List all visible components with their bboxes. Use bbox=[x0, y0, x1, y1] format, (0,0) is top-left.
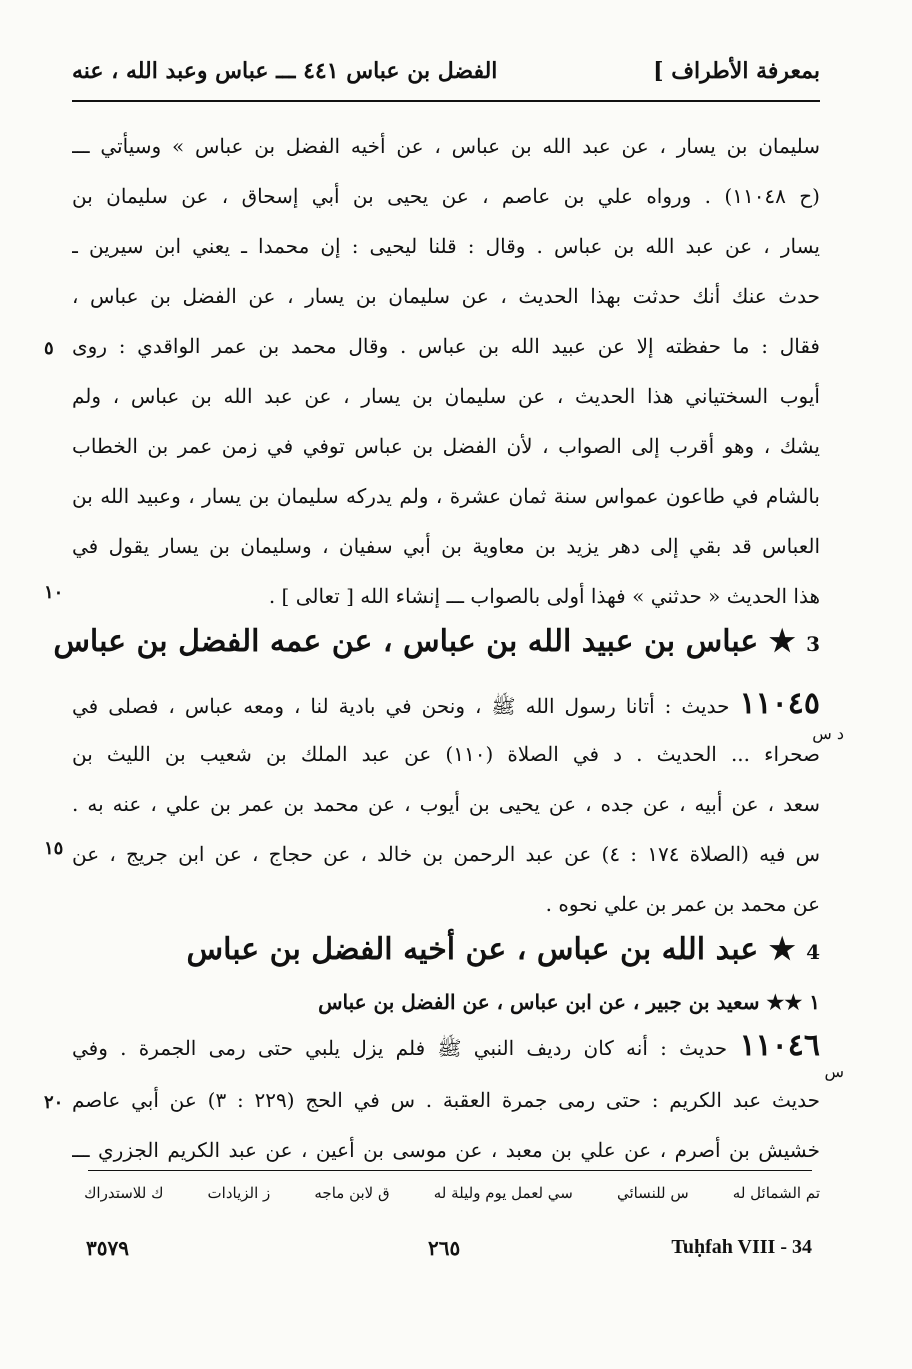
hadith-1045-line-1 bbox=[72, 684, 820, 724]
footnote-divider bbox=[88, 1170, 812, 1171]
section-number: 4 bbox=[806, 940, 820, 964]
margin-line-number: ٢٠ bbox=[44, 1092, 64, 1113]
margin-line-number: ٥ bbox=[44, 338, 54, 359]
volume-label: Tuḥfah VIII - 34 bbox=[671, 1236, 812, 1258]
subsection-number: ١ bbox=[809, 990, 820, 1014]
text-line: سليمان بن يسار ، عن عبد الله بن عباس ، عن أخيه الفضل بن عباس » وسيأتي ـــ bbox=[72, 134, 820, 158]
text-line: صحراء ... الحديث . د في الصلاة (١١٠) عن عبد الملك بن شعيب بن الليث بن bbox=[72, 742, 820, 766]
section-4-heading bbox=[186, 932, 820, 967]
footnote-item: ز الزيادات bbox=[207, 1184, 271, 1202]
hadith-number: ١١٠٤٦ bbox=[739, 1028, 820, 1063]
footnote-item: ك للاستدراك bbox=[84, 1184, 164, 1202]
text-line: سعد ، عن أبيه ، عن جده ، عن يحيى بن أيوب ، عن محمد بن عمر بن علي ، عنه به . bbox=[72, 792, 820, 816]
section-number: 3 bbox=[806, 632, 820, 656]
page-number: ٢٦٥ bbox=[428, 1236, 461, 1260]
footnote-sigla-key bbox=[84, 1184, 820, 1218]
text-line: فقال : ما حفظته إلا عن عبيد الله بن عباس . وقال محمد بن عمر الواقدي : روى bbox=[72, 334, 820, 358]
hadith-1046-sigla: س bbox=[824, 1062, 844, 1081]
text-line: س فيه (الصلاة ١٧٤ : ٤) عن عبد الرحمن بن خالد ، عن حجاج ، عن ابن جريج ، عن bbox=[72, 842, 820, 866]
text-line: هذا الحديث « حدثني » فهذا أولى بالصواب ـــ إنشاء الله [ تعالى ] . bbox=[268, 584, 820, 608]
text-line: عن محمد بن عمر بن علي نحوه . bbox=[545, 892, 820, 916]
hadith-text: حديث : أتانا رسول الله ﷺ ، ونحن في بادية لنا ، ومعه عباس ، فصلى في bbox=[72, 694, 730, 718]
header-section-title: الفضل بن عباس ٤٤١ ـــ عباس وعبد الله ، عنه bbox=[72, 58, 498, 84]
page-header bbox=[72, 44, 820, 102]
running-title: بمعرفة الأطراف ] bbox=[653, 58, 820, 84]
subsection-title: ★★ سعيد بن جبير ، عن ابن عباس ، عن الفضل بن عباس bbox=[318, 990, 803, 1014]
text-line: العباس قد بقي إلى دهر يزيد بن معاوية بن أبي سفيان ، وسليمان بن يسار يقول في bbox=[72, 534, 820, 558]
text-line: حدث عنك أنك حدثت بهذا الحديث ، عن سليمان بن يسار ، عن الفضل بن عباس ، bbox=[72, 284, 820, 308]
subsection-1-heading bbox=[72, 982, 820, 1022]
footnote-item: تم الشمائل له bbox=[732, 1184, 820, 1202]
margin-line-number: ١٥ bbox=[44, 838, 64, 859]
text-line: يسار ، عن عبد الله بن عباس . وقال : قلنا ليحيى : إن محمدا ـ يعني ابن سيرين ـ bbox=[72, 234, 820, 258]
margin-line-number: ١٠ bbox=[44, 582, 64, 603]
footnote-item: س للنسائي bbox=[616, 1184, 689, 1202]
text-line: أيوب السختياني هذا الحديث ، عن سليمان بن يسار ، عن عبد الله بن عباس ، ولم bbox=[72, 384, 820, 408]
hadith-1045-sigla: د س bbox=[812, 724, 844, 743]
text-line: خشيش بن أصرم ، عن علي بن معبد ، عن موسى بن أعين ، عن عبد الكريم الجزري ـــ bbox=[72, 1138, 820, 1162]
footer-sequence-number: ٣٥٧٩ bbox=[86, 1236, 129, 1260]
footnote-item: ق لابن ماجه bbox=[314, 1184, 390, 1202]
hadith-1046-line-1 bbox=[72, 1026, 820, 1066]
section-title: ★ عبد الله بن عباس ، عن أخيه الفضل بن عباس bbox=[186, 932, 796, 967]
hadith-number: ١١٠٤٥ bbox=[739, 686, 820, 721]
hadith-text: حديث : أنه كان رديف النبي ﷺ فلم يزل يلبي حتى رمى الجمرة . وفي bbox=[72, 1036, 728, 1060]
text-line: بالشام في طاعون عمواس سنة ثمان عشرة ، ولم يدركه سليمان بن يسار ، وعبيد الله بن bbox=[72, 484, 820, 508]
section-title: ★ عباس بن عبيد الله بن عباس ، عن عمه الفضل بن عباس bbox=[53, 624, 796, 659]
text-line: حديث عبد الكريم : حتى رمى جمرة العقبة . س في الحج (٢٢٩ : ٣) عن أبي عاصم bbox=[72, 1088, 820, 1112]
text-line: يشك ، وهو أقرب إلى الصواب ، لأن الفضل بن عباس توفي في زمن عمر بن الخطاب bbox=[72, 434, 820, 458]
section-3-heading bbox=[53, 624, 820, 659]
footnote-item: سي لعمل يوم وليلة له bbox=[433, 1184, 573, 1202]
text-line: (ح ١١٠٤٨) . ورواه علي بن عاصم ، عن يحيى بن أبي إسحاق ، عن سليمان بن bbox=[72, 184, 820, 208]
